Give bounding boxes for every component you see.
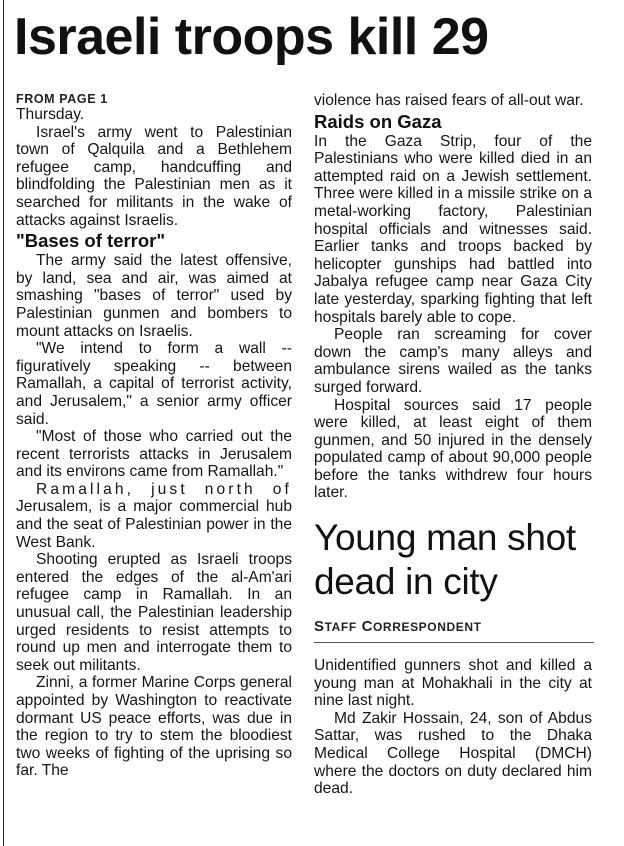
page-edge-rule [3,0,4,846]
story2-headline: Young man shot dead in city [314,517,576,603]
byline-smallcaps: TAFF [324,620,357,635]
byline-initial: C [361,618,373,636]
paragraph: Unidentified gunners shot and killed a young man at Mohakhali in the city at nine last night. [314,657,592,710]
left-column [16,92,292,780]
paragraph: Zinni, a former Marine Corps general appointed by Washington to reactivate dormant US peace efforts, was due in the region to try to stem the bloodiest two weeks of fighting of the uprising so far. The [16,674,292,780]
paragraph: "Most of those who carried out the recent terrorists attacks in Jerusalem and its environs came from Ramallah." [16,428,292,481]
spacer [314,643,592,657]
paragraph: People ran screaming for cover down the camp's many alleys and ambulance sirens wailed as the tanks surged forward. [314,326,592,396]
paragraph [16,481,292,551]
paragraph: "We intend to form a wall -- figuratively speaking -- between Ramallah, a capital of terrorist activity, and Jerusalem," a senior army officer said. [16,340,292,428]
paragraph: Shooting erupted as Israeli troops entered the edges of the al-Am'ari refugee camp in Ramallah. In an unusual call, the Palestinian leadership urged residents to resist attempts to round up men and interrogate them to seek out militants. [16,551,292,674]
paragraph: Md Zakir Hossain, 24, son of Abdus Sattar, was rushed to the Dhaka Medical College Hospital (DMCH) where the doctors on duty declared him dead. [314,709,592,798]
paragraph: The army said the latest offensive, by land, sea and air, was aimed at smashing "bases of terror" used by Palestinian gunmen and bombers to mount attacks on Israelis. [16,252,292,340]
paragraph-rest: Jerusalem, is a major commercial hub and the seat of Palestinian power in the West Bank. [16,498,292,551]
paragraph: Israel's army went to Palestinian town of Qalquila and a Bethlehem refugee camp, handcuffing and blindfolding the Palestinian men as it searched for militants in the wake of attacks against Israelis. [16,123,292,229]
paragraph: Hospital sources said 17 people were killed, at least eight of them gunmen, and 50 injured in the densely populated camp of about 90,000 people before the tanks withdrew four hours later. [314,396,592,502]
paragraph-lead: Ramallah, just north of [36,480,292,498]
from-page-label: FROM PAGE 1 [16,92,108,106]
paragraph: In the Gaza Strip, four of the Palestinians who were killed died in an attempted raid on a Jewish settlement. Three were killed in a missile strike on a metal-working factory, Palestinian hospital officials and witnesses said. Earlier tanks and troops backed by helicopter gunships had battled into Jabalya refugee camp near Gaza City late yesterday, sparking fighting that left hospitals barely able to cope. [314,132,592,326]
subhead-bases-of-terror: "Bases of terror" [16,230,166,252]
headline: Israeli troops kill 29 [14,8,489,66]
paragraph: violence has raised fears of all-out war. [314,92,584,109]
paragraph: Thursday. [16,106,85,123]
right-column [314,92,592,798]
story2-byline [314,616,594,643]
subhead-raids-on-gaza: Raids on Gaza [314,110,442,132]
byline-initial: S [314,618,325,636]
byline-smallcaps: ORRESPONDENT [373,620,482,635]
